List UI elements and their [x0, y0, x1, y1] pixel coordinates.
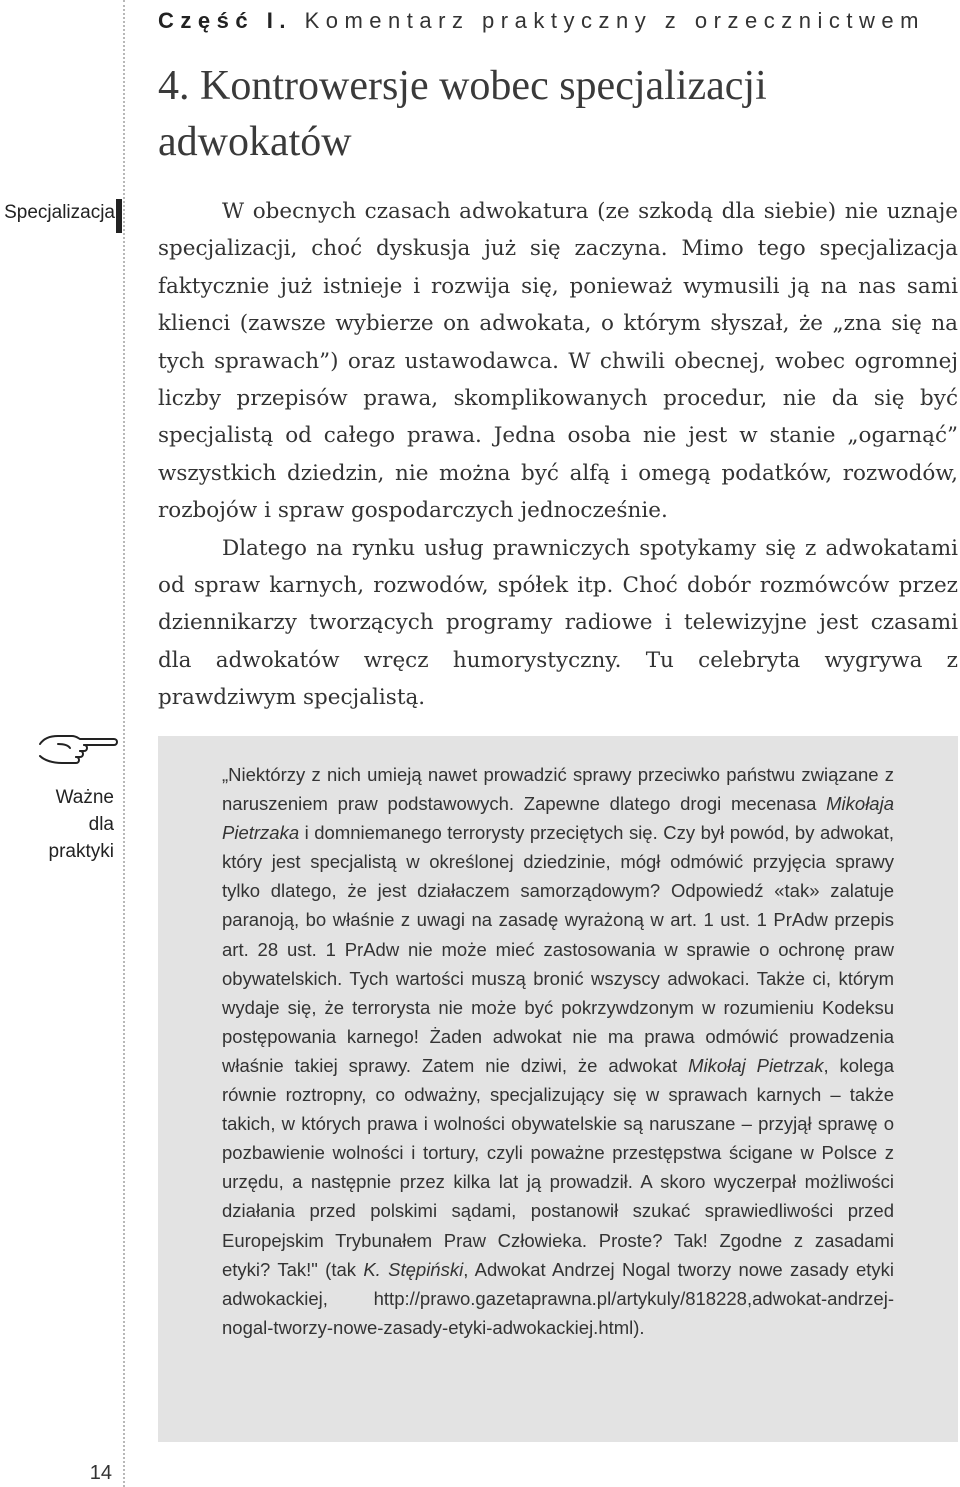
quote-segment-2: i domniemanego terrorysty przeciętych się. Czy był powód, by adwokat, który jest specjalistą w określonej dziedzinie, mógł odmówić przyjęcia sprawy tylko dlatego, że jest działaczem samorządowym? Odpowiedź «tak» zalatuje paranoją, bo właśnie z uwagi na zasadę wyrażoną w art. 1 ust. 1 PrAdw przepis art. 28 ust. 1 PrAdw nie może mieć zastosowania w sprawie o ochronę praw obywatelskich. Tych wartości muszą bronić wszyscy adwokaci. Także ci, którym wydaje się, że terrorysta nie może być pokrzywdzonym w rozumieniu Kodeksu postępowania karnego! Żaden adwokat nie ma prawa odmówić prowadzenia właśnie takiej sprawy. Zatem nie dziwi, że adwokat — [222, 822, 894, 1076]
quote-segment-3: , kolega równie roztropny, co odważny, specjalizujący się w sprawach karnych – także takich, w których prawa i wolności obywatelskie są naruszane – przyjął sprawę o pozbawienie wolności i tortury, czyli poważne przestępstwa ścigane w Polsce z urzędu, a następnie przez kilka lat ją prowadził. A skoro wyczerpał możliwości działania przed polskimi sądami, postanowił szukać sprawiedliwości przed Europejskim Trybunałem Praw Człowieka. Proste? Tak! Zgodne z zasadami etyki? Tak!" (tak — [222, 1054, 894, 1280]
quote-segment-4: , Adwokat Andrzej Nogal tworzy nowe zasady etyki adwokackiej, http://prawo.gazetaprawna.pl/artykuly/818228,adwokat-andrzej-nogal-tworzy-nowe-zasady-etyki-adwokackiej.html). — [222, 1258, 894, 1338]
page-number: 14 — [89, 1462, 112, 1484]
part-label: Część I. — [158, 8, 292, 33]
part-subtitle: Komentarz praktyczny z orzecznictwem — [304, 8, 925, 33]
running-header — [158, 8, 958, 34]
body-text — [158, 193, 958, 717]
important-note-label — [0, 784, 114, 865]
important-line-1: Ważne — [55, 787, 114, 808]
section-title: 4. Kontrowersje wobec specjalizacji adwokatów — [158, 63, 767, 165]
quote-segment-1: „Niektórzy z nich umieją nawet prowadzić sprawy przeciwko państwu związane z naruszeniem praw podstawowych. Zapewne dlatego drogi mecenasa — [222, 764, 894, 815]
quote-text — [222, 760, 894, 1342]
quote-name-1: Mikołaja Pietrzaka — [222, 793, 894, 844]
margin-keyword: Specjalizacja — [4, 202, 115, 223]
quote-name-2: Mikołaj Pietrzak — [688, 1054, 824, 1076]
pointing-hand-icon — [36, 730, 120, 770]
important-line-2: dla — [88, 814, 114, 835]
paragraph-1: W obecnych czasach adwokatura (ze szkodą dla siebie) nie uznaje specjalizacji, choć dyskusja już się zaczyna. Mimo tego specjalizacja faktycznie już istnieje i rozwija się, ponieważ wymusili ją na nas sami klienci (zawsze wybierze on adwokata, o którym słyszał, że „zna się na tych sprawach”) oraz ustawodawca. W chwili obecnej, wobec ogromnej liczby przepisów prawa, skomplikowanych procedur, nie da się być specjalistą od całego prawa. Jedna osoba nie jest w stanie „ogarnąć” wszystkich dziedzin, nie można być alfą i omegą podatków, rozwodów, rozbojów i spraw gospodarczych jednocześnie. — [158, 199, 958, 524]
margin-keyword-bar — [116, 199, 122, 233]
margin-dotted-rule — [123, 0, 125, 1487]
quote-name-3: K. Stępiński — [363, 1258, 464, 1280]
paragraph-2: Dlatego na rynku usług prawniczych spotykamy się z adwokatami od spraw karnych, rozwodów, spółek itp. Choć dobór rozmówców przez dziennikarzy tworzących programy radiowe i telewizyjne jest czasami dla adwokatów wręcz humorystyczny. Tu celebryta wygrywa z prawdziwym specjalistą. — [158, 535, 958, 711]
important-line-3: praktyki — [48, 841, 114, 862]
